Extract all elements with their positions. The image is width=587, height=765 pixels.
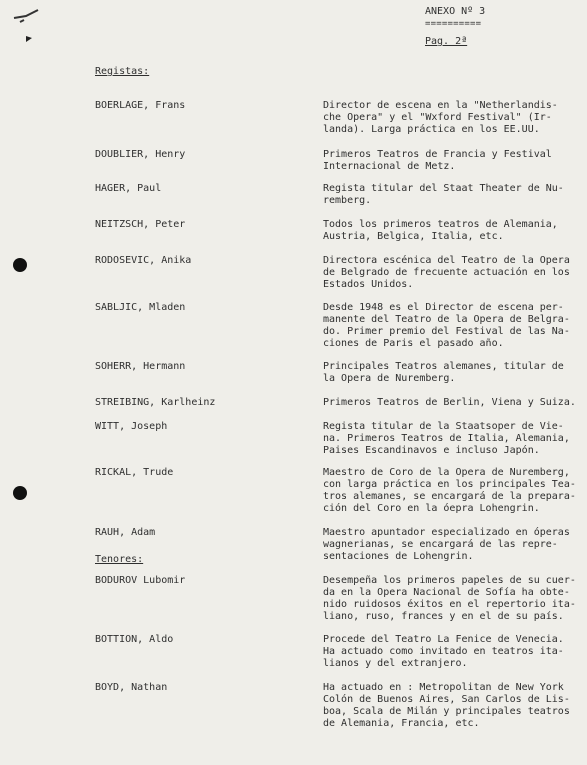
entry-name: HAGER, Paul bbox=[95, 183, 162, 194]
entry-description: Maestro de Coro de la Opera de Nuremberg, con larga práctica en los principales Tea- tros alemanes, se encargará de la prepara- ción del Coro en la óepra Lohengrin. bbox=[323, 467, 576, 514]
entry-description: Procede del Teatro La Fenice de Venecia. Ha actuado como invitado en teatros ita- lianos y del extranjero. bbox=[323, 634, 564, 669]
section-title-registas: Registas: bbox=[95, 66, 150, 77]
entry-name: BOYD, Nathan bbox=[95, 682, 168, 693]
header-underline: ========== bbox=[425, 19, 482, 29]
handwritten-mark-icon bbox=[8, 6, 48, 46]
entry-description: Todos los primeros teatros de Alemania, Austria, Belgica, Italia, etc. bbox=[323, 219, 558, 242]
punch-hole-top bbox=[13, 258, 27, 272]
entry-name: BOERLAGE, Frans bbox=[95, 100, 186, 111]
punch-hole-bottom bbox=[13, 486, 27, 500]
entry-description: Desempeña los primeros papeles de su cuer- da en la Opera Nacional de Sofía ha obte- nido ruidosos éxitos en el repertorio ita- liano, ruso, frances y en el de su país. bbox=[323, 575, 576, 622]
entry-name: SOHERR, Hermann bbox=[95, 361, 186, 372]
entry-name: DOUBLIER, Henry bbox=[95, 149, 186, 160]
entry-description: Regista titular de la Staatsoper de Vie- na. Primeros Teatros de Italia, Alemania, Paises Escandinavos e incluso Japón. bbox=[323, 421, 570, 456]
entry-description: Director de escena en la "Netherlandis- che Opera" y el "Wxford Festival" (Ir- landa). Larga práctica en los EE.UU. bbox=[323, 100, 558, 135]
entry-name: BODUROV Lubomir bbox=[95, 575, 186, 586]
annex-number: ANEXO Nº 3 bbox=[425, 6, 486, 17]
entry-description: Primeros Teatros de Francia y Festival Internacional de Metz. bbox=[323, 149, 552, 172]
entry-name: BOTTION, Aldo bbox=[95, 634, 174, 645]
entry-name: WITT, Joseph bbox=[95, 421, 168, 432]
entry-description: Regista titular del Staat Theater de Nu- remberg. bbox=[323, 183, 564, 206]
entry-name: STREIBING, Karlheinz bbox=[95, 397, 216, 408]
entry-description: Desde 1948 es el Director de escena per- manente del Teatro de la Opera de Belgra- do. Primer premio del Festival de las Na- ciones de Paris el pasado año. bbox=[323, 302, 570, 349]
entry-description: Directora escénica del Teatro de la Opera de Belgrado de frecuente actuación en los Estados Unidos. bbox=[323, 255, 570, 290]
entry-description: Primeros Teatros de Berlin, Viena y Suiza. bbox=[323, 397, 576, 408]
entry-name: RODOSEVIC, Anika bbox=[95, 255, 192, 266]
entry-description: Principales Teatros alemanes, titular de la Opera de Nuremberg. bbox=[323, 361, 564, 384]
entry-name: RICKAL, Trude bbox=[95, 467, 174, 478]
entry-name: RAUH, Adam bbox=[95, 527, 156, 538]
entry-name: NEITZSCH, Peter bbox=[95, 219, 186, 230]
entry-description: Ha actuado en : Metropolitan de New York Colón de Buenos Aires, San Carlos de Lis- boa, Scala de Milán y principales teatros de Alemania, Francia, etc. bbox=[323, 682, 570, 729]
section-title-tenores: Tenores: bbox=[95, 554, 144, 565]
page-number: Pag. 2ª bbox=[425, 36, 468, 47]
entry-description: Maestro apuntador especializado en óperas wagnerianas, se encargará de las repre- sentaciones de Lohengrin. bbox=[323, 527, 570, 562]
entry-name: SABLJIC, Mladen bbox=[95, 302, 186, 313]
document-header bbox=[425, 6, 485, 48]
